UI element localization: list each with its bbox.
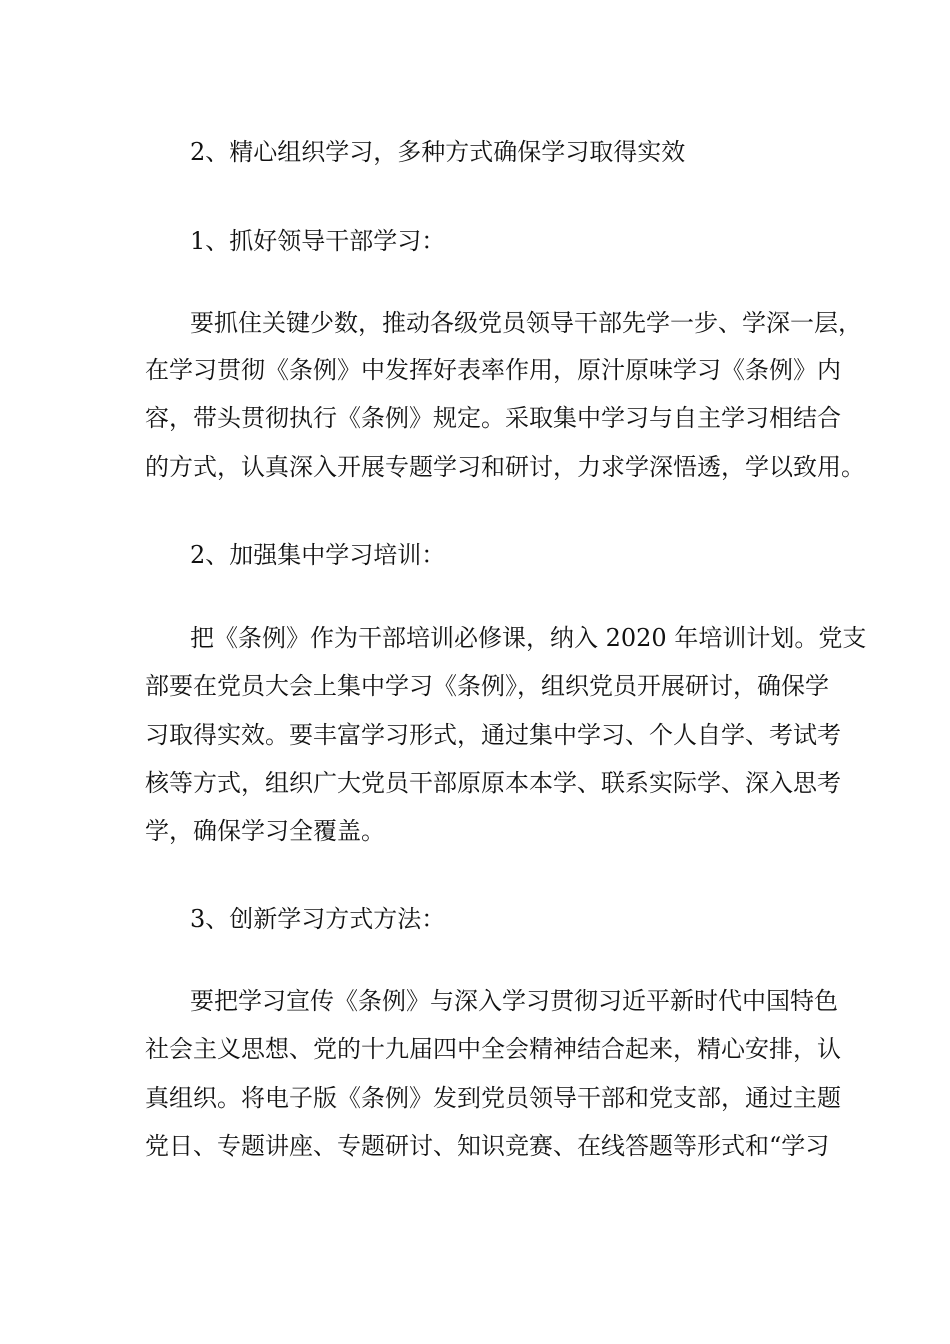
paragraph-3-line-3: 真组织。将电子版《条例》发到党员领导干部和党支部，通过主题 xyxy=(145,1084,841,1112)
paragraph-3-line-4: 党日、专题讲座、专题研讨、知识竞赛、在线答题等形式和“学习 xyxy=(145,1132,830,1160)
paragraph-2-line-3: 习取得实效。要丰富学习形式，通过集中学习、个人自学、考试考 xyxy=(145,721,841,749)
paragraph-2-line-4: 核等方式，组织广大党员干部原原本本学、联系实际学、深入思考 xyxy=(145,769,841,797)
paragraph-2-line-5: 学，确保学习全覆盖。 xyxy=(145,817,385,845)
paragraph-1-line-2: 在学习贯彻《条例》中发挥好表率作用，原汁原味学习《条例》内 xyxy=(145,356,841,384)
paragraph-1-line-3: 容，带头贯彻执行《条例》规定。采取集中学习与自主学习相结合 xyxy=(145,404,841,432)
paragraph-1-line-4: 的方式，认真深入开展专题学习和研讨，力求学深悟透，学以致用。 xyxy=(145,453,865,481)
subheading-1: 1、抓好领导干部学习： xyxy=(190,227,446,255)
section-heading: 2、精心组织学习，多种方式确保学习取得实效 xyxy=(190,138,686,166)
subheading-3: 3、创新学习方式方法： xyxy=(190,905,446,933)
paragraph-3-line-2: 社会主义思想、党的十九届四中全会精神结合起来，精心安排，认 xyxy=(145,1035,841,1063)
subheading-2: 2、加强集中学习培训： xyxy=(190,541,446,569)
paragraph-3-line-1: 要把学习宣传《条例》与深入学习贯彻习近平新时代中国特色 xyxy=(190,987,838,1015)
paragraph-1-line-1: 要抓住关键少数，推动各级党员领导干部先学一步、学深一层， xyxy=(190,309,862,337)
paragraph-2-line-2: 部要在党员大会上集中学习《条例》，组织党员开展研讨，确保学 xyxy=(145,672,829,700)
paragraph-2-line-1: 把《条例》作为干部培训必修课，纳入 2020 年培训计划。党支 xyxy=(190,624,867,652)
